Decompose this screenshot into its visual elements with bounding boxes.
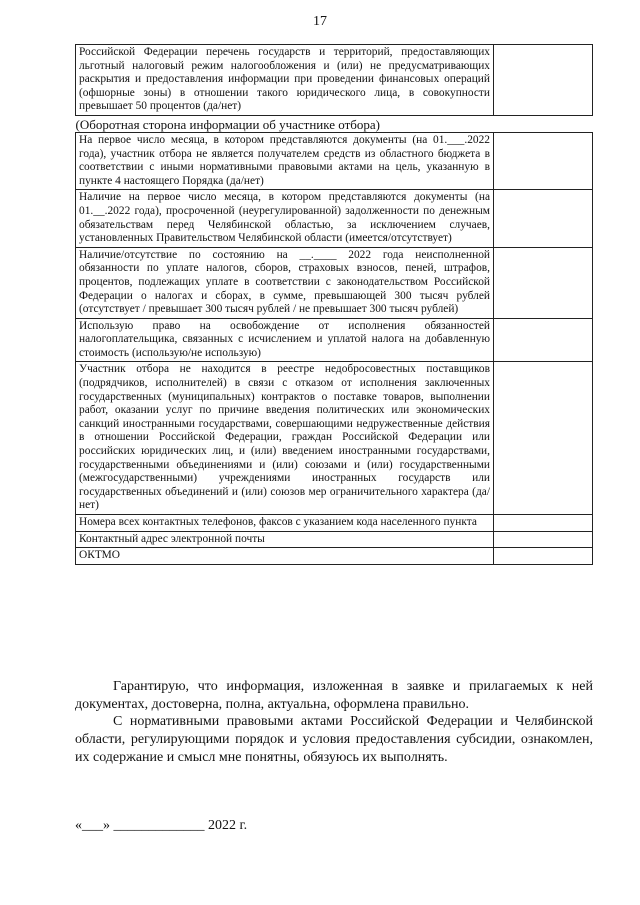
row-label: Номера всех контактных телефонов, факсов с указанием кода населенного пункта xyxy=(76,515,494,532)
answer-cell[interactable] xyxy=(494,318,593,362)
answer-cell[interactable] xyxy=(494,45,593,116)
page-number: 17 xyxy=(313,14,327,29)
table-row xyxy=(76,132,593,189)
table-row xyxy=(76,190,593,247)
section-heading-row xyxy=(76,115,593,132)
answer-cell[interactable] xyxy=(494,247,593,318)
table-row xyxy=(76,531,593,548)
answer-cell[interactable] xyxy=(494,548,593,565)
table-row xyxy=(76,515,593,532)
answer-cell[interactable] xyxy=(494,531,593,548)
table-row xyxy=(76,548,593,565)
guarantee-paragraph: Гарантирую, что информация, изложенная в заявке и прилагаемых к ней документах, достоверна, полна, актуальна, оформлена правильно. xyxy=(75,679,593,713)
table-row xyxy=(76,45,593,116)
row-label: На первое число месяца, в котором представляются документы (на 01.___.2022 года), участник отбора не является получателем средств из областного бюджета в соответствии с иными нормативными правовыми актами на цель, указанную в пункте 4 настоящего Порядка (да/нет) xyxy=(76,132,494,189)
acknowledgement-paragraph: С нормативными правовыми актами Российской Федерации и Челябинской области, регулирующими порядок и условия предоставления субсидии, ознакомлен, их содержание и смысл мне понятны, обязуюсь их выполнять. xyxy=(75,714,593,766)
participant-info-table xyxy=(75,44,593,565)
table-row xyxy=(76,318,593,362)
section-heading: (Оборотная сторона информации об участнике отбора) xyxy=(76,115,593,132)
answer-cell[interactable] xyxy=(494,132,593,189)
row-label: Участник отбора не находится в реестре недобросовестных поставщиков (подрядчиков, исполнителей) в связи с отказом от исполнения заключенных государственных (муниципальных) контрактов о поставке товаров, выполнении работ, оказании услуг по причине введения политических или экономических санкций иностранными государствами, совершающими недружественные действия в отношении Российской Федерации, граждан Российской Федерации или российских юридических лиц, и (или) введением иностранными государствами, государственными объединениями и (или) союзами и (или) государственными (межгосударственными) учреждениями иностранных государств или государственных объединений и (или) союзов мер ограничительного характера (да/нет) xyxy=(76,362,494,515)
table-row xyxy=(76,247,593,318)
row-label: Российской Федерации перечень государств и территорий, предоставляющих льготный налоговый режим налогообложения и (или) не предусматривающих раскрытия и предоставления информации при проведении финансовых операций (офшорные зоны) в отношении такого юридического лица, в совокупности превышает 50 процентов (да/нет) xyxy=(76,45,494,116)
table-row xyxy=(76,362,593,515)
answer-cell[interactable] xyxy=(494,190,593,247)
row-label: Использую право на освобождение от исполнения обязанностей налогоплательщика, связанных с исчислением и уплатой налога на добавленную стоимость (использую/не использую) xyxy=(76,318,494,362)
answer-cell[interactable] xyxy=(494,515,593,532)
row-label: Наличие на первое число месяца, в котором представляются документы (на 01.__.2022 года), просроченной (неурегулированной) задолженности по денежным обязательствам перед Челябинской областью, за исключением случаев, установленных Правительством Челябинской области (имеется/отсутствует) xyxy=(76,190,494,247)
answer-cell[interactable] xyxy=(494,362,593,515)
row-label: Наличие/отсутствие по состоянию на __.____ 2022 года неисполненной обязанности по уплате налогов, сборов, страховых взносов, пеней, штрафов, процентов, подлежащих уплате в соответствии с законодательством Российской Федерации о налогах и сборах, в сумме, превышающей 300 тысяч рублей (отсутствует / превышает 300 тысяч рублей / не превышает 300 тысяч рублей) xyxy=(76,247,494,318)
row-label: Контактный адрес электронной почты xyxy=(76,531,494,548)
date-line: «___» _____________ 2022 г. xyxy=(75,818,248,833)
row-label: ОКТМО xyxy=(76,548,494,565)
